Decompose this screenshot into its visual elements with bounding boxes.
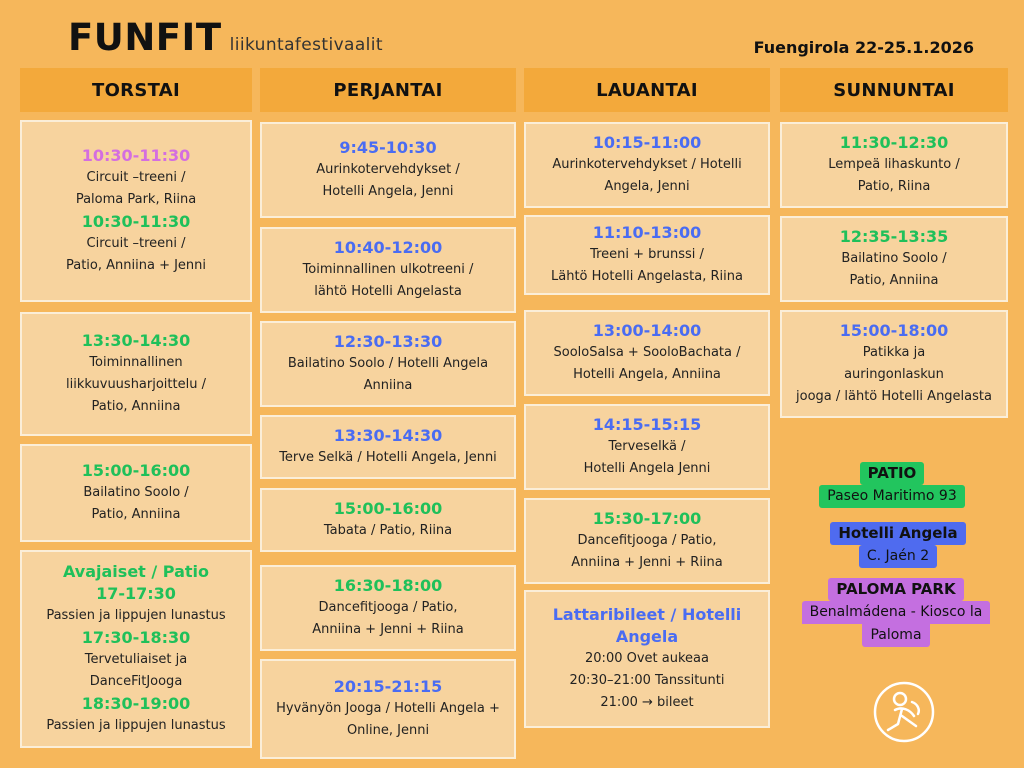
event-description: 20:30–21:00 Tanssitunti bbox=[569, 673, 725, 688]
event-description: Anniina bbox=[363, 378, 413, 393]
event-description: 20:00 Ovet aukeaa bbox=[585, 651, 709, 666]
location-paloma-park-name: PALOMA PARK bbox=[828, 578, 963, 601]
event-card bbox=[260, 321, 516, 407]
event-description: Circuit –treeni / bbox=[86, 236, 186, 251]
event-description: Anniina + Jenni + Riina bbox=[312, 622, 464, 637]
event-description: Tervetuliaiset ja bbox=[84, 652, 188, 667]
event-time: 10:15-11:00 bbox=[592, 133, 702, 152]
event-card bbox=[20, 550, 252, 748]
location-paloma-park bbox=[786, 578, 1006, 647]
event-description: Paloma Park, Riina bbox=[75, 192, 197, 207]
event-description: Passien ja lippujen lunastus bbox=[46, 718, 226, 733]
event-description: Hotelli Angela, Anniina bbox=[573, 367, 721, 382]
event-time: Angela bbox=[615, 627, 679, 646]
event-card bbox=[524, 498, 770, 584]
event-time: 15:00-18:00 bbox=[839, 321, 949, 340]
event-description: Passien ja lippujen lunastus bbox=[46, 608, 226, 623]
event-time: 13:30-14:30 bbox=[333, 426, 443, 445]
event-time: 15:30-17:00 bbox=[592, 509, 702, 528]
event-card bbox=[20, 312, 252, 436]
event-card bbox=[260, 415, 516, 479]
event-description: jooga / lähtö Hotelli Angelasta bbox=[796, 389, 992, 404]
location-paloma-park-address-1: Benalmádena - Kiosco la bbox=[802, 601, 991, 624]
dancer-logo-icon bbox=[872, 680, 936, 744]
event-time: 15:00-16:00 bbox=[333, 499, 443, 518]
event-description: Patio, Riina bbox=[857, 179, 931, 194]
event-time: 13:30-14:30 bbox=[81, 331, 191, 350]
event-description: Patio, Anniina bbox=[91, 399, 181, 414]
event-description: Dancefitjooga / Patio, bbox=[318, 600, 458, 615]
event-description: Aurinkotervehdykset / Hotelli bbox=[552, 157, 742, 172]
event-description: Bailatino Soolo / Hotelli Angela bbox=[287, 356, 489, 371]
event-time: 12:35-13:35 bbox=[839, 227, 949, 246]
event-description: Online, Jenni bbox=[346, 723, 430, 738]
event-card bbox=[260, 565, 516, 651]
event-time: Avajaiset / Patio bbox=[62, 562, 210, 581]
event-description: Bailatino Soolo / bbox=[841, 251, 947, 266]
event-card bbox=[524, 404, 770, 490]
event-card bbox=[524, 122, 770, 208]
event-description: Hyvänyön Jooga / Hotelli Angela + bbox=[276, 701, 500, 716]
event-description: lähtö Hotelli Angelasta bbox=[314, 284, 462, 299]
event-card bbox=[780, 122, 1008, 208]
event-time: 20:15-21:15 bbox=[333, 677, 443, 696]
event-description: Bailatino Soolo / bbox=[83, 485, 189, 500]
event-description: Terve Selkä / Hotelli Angela, Jenni bbox=[279, 450, 497, 465]
location-hotelli-angela bbox=[808, 522, 988, 568]
event-description: Terveselkä / bbox=[608, 439, 686, 454]
day-header-lauantai: LAUANTAI bbox=[524, 68, 770, 112]
location-patio bbox=[808, 462, 976, 508]
event-card bbox=[780, 216, 1008, 302]
event-description: Lempeä lihaskunto / bbox=[828, 157, 960, 172]
event-description: Hotelli Angela, Jenni bbox=[322, 184, 454, 199]
event-time: 11:30-12:30 bbox=[839, 133, 949, 152]
event-description: Toiminnallinen bbox=[89, 355, 183, 370]
location-hotelli-angela-address: C. Jaén 2 bbox=[859, 545, 937, 568]
event-time: 10:30-11:30 bbox=[81, 212, 191, 231]
event-description: Circuit –treeni / bbox=[86, 170, 186, 185]
location-patio-address: Paseo Maritimo 93 bbox=[819, 485, 964, 508]
location-paloma-park-address-2: Paloma bbox=[862, 624, 929, 647]
event-description: Patio, Anniina bbox=[91, 507, 181, 522]
event-description: Patio, Anniina + Jenni bbox=[65, 258, 207, 273]
event-card bbox=[20, 444, 252, 542]
event-description: DanceFitJooga bbox=[89, 674, 183, 689]
event-description: Dancefitjooga / Patio, bbox=[577, 533, 717, 548]
event-time: Lattaribileet / Hotelli bbox=[552, 605, 742, 624]
event-time: 17:30-18:30 bbox=[81, 628, 191, 647]
event-description: liikkuvuusharjoittelu / bbox=[66, 377, 206, 392]
day-header-perjantai: PERJANTAI bbox=[260, 68, 516, 112]
brand-subtitle: liikuntafestivaalit bbox=[229, 35, 383, 55]
event-description: SooloSalsa + SooloBachata / bbox=[553, 345, 741, 360]
day-header-torstai: TORSTAI bbox=[20, 68, 252, 112]
event-time: 16:30-18:00 bbox=[333, 576, 443, 595]
event-card bbox=[524, 590, 770, 728]
event-description: Lähtö Hotelli Angelasta, Riina bbox=[551, 269, 743, 284]
event-card bbox=[260, 227, 516, 313]
event-time: 14:15-15:15 bbox=[592, 415, 702, 434]
event-description: Aurinkotervehdykset / bbox=[316, 162, 460, 177]
event-description: auringonlaskun bbox=[844, 367, 944, 382]
event-time: 10:30-11:30 bbox=[81, 146, 191, 165]
event-time: 9:45-10:30 bbox=[339, 138, 437, 157]
location-patio-name: PATIO bbox=[860, 462, 925, 485]
event-card bbox=[260, 122, 516, 218]
event-description: Patio, Anniina bbox=[849, 273, 939, 288]
event-description: Toiminnallinen ulkotreeni / bbox=[302, 262, 474, 277]
event-description: Angela, Jenni bbox=[604, 179, 690, 194]
event-time: 10:40-12:00 bbox=[333, 238, 443, 257]
event-card bbox=[780, 310, 1008, 418]
event-description: Hotelli Angela Jenni bbox=[583, 461, 711, 476]
event-card bbox=[524, 310, 770, 396]
brand bbox=[68, 18, 383, 58]
event-card bbox=[260, 659, 516, 759]
brand-name: FUNFIT bbox=[68, 16, 222, 59]
event-card bbox=[260, 488, 516, 552]
event-time: 18:30-19:00 bbox=[81, 694, 191, 713]
event-description: Treeni + brunssi / bbox=[590, 247, 704, 262]
event-location-date: Fuengirola 22-25.1.2026 bbox=[753, 38, 974, 57]
day-header-sunnuntai: SUNNUNTAI bbox=[780, 68, 1008, 112]
event-time: 17-17:30 bbox=[96, 584, 176, 603]
event-description: 21:00 → bileet bbox=[600, 695, 694, 710]
event-time: 15:00-16:00 bbox=[81, 461, 191, 480]
event-card bbox=[20, 120, 252, 302]
event-description: Tabata / Patio, Riina bbox=[323, 523, 453, 538]
location-hotelli-angela-name: Hotelli Angela bbox=[830, 522, 965, 545]
event-time: 12:30-13:30 bbox=[333, 332, 443, 351]
event-description: Anniina + Jenni + Riina bbox=[571, 555, 723, 570]
event-description: Patikka ja bbox=[862, 345, 926, 360]
event-time: 11:10-13:00 bbox=[592, 223, 702, 242]
event-time: 13:00-14:00 bbox=[592, 321, 702, 340]
event-card bbox=[524, 215, 770, 295]
